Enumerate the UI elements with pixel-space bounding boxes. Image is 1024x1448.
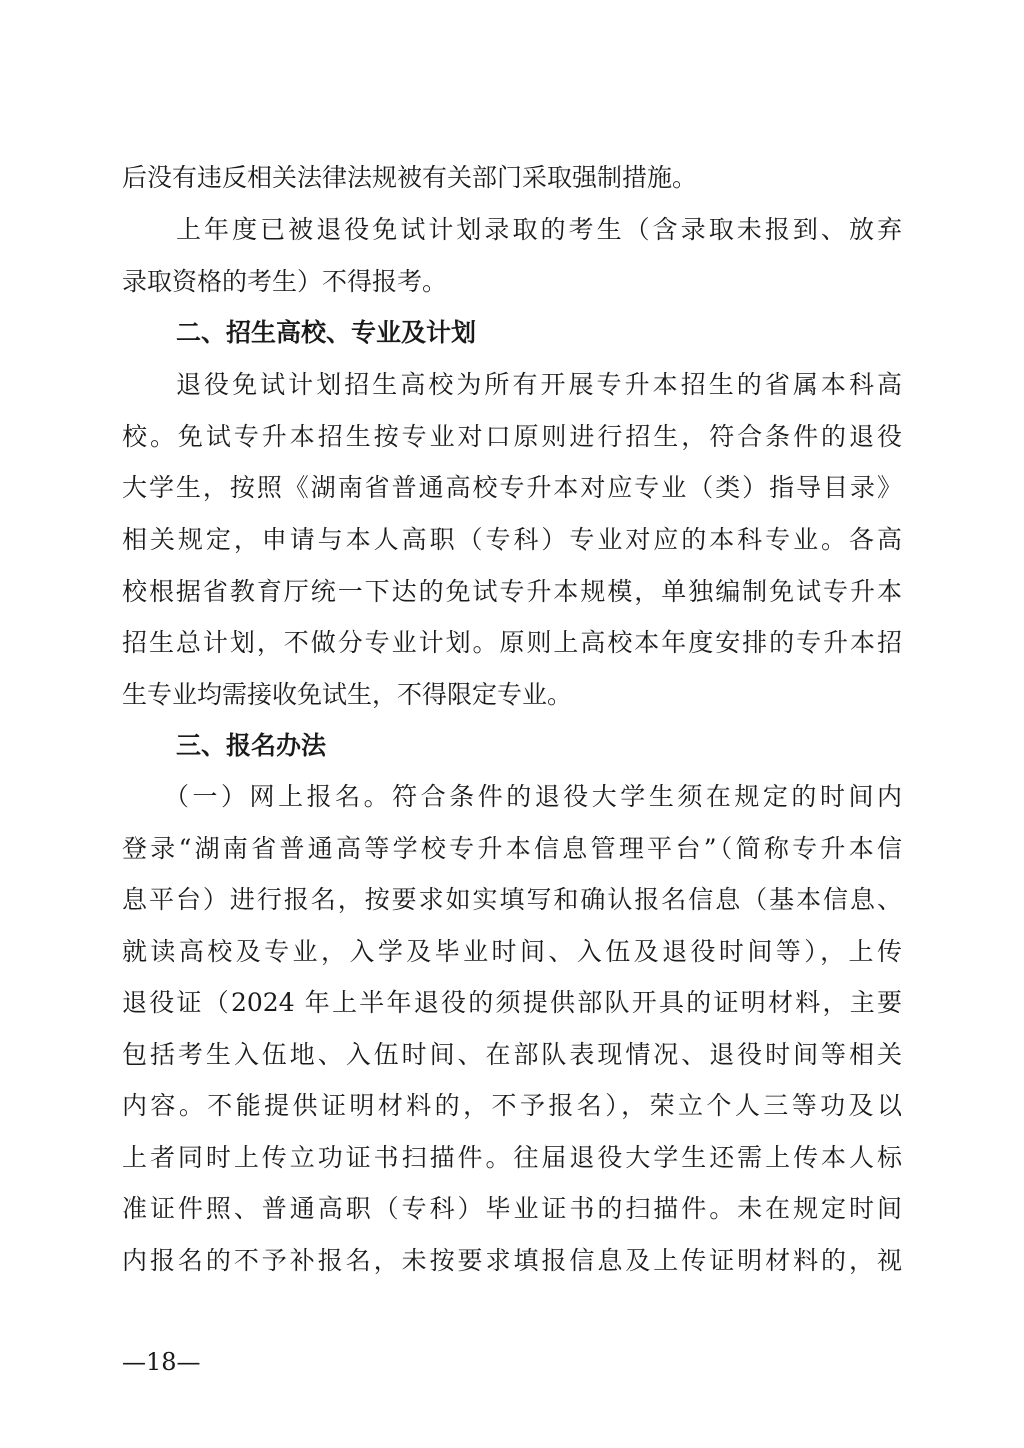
text-line: 后没有违反相关法律法规被有关部门采取强制措施。 (122, 163, 698, 192)
text-line: 就读高校及专业，入学及毕业时间、入伍及退役时间等），上传 (122, 937, 902, 966)
text-line: 生专业均需接收免试生，不得限定专业。 (122, 680, 573, 709)
text-line: （一）网上报名。符合条件的退役大学生须在规定的时间内 (164, 782, 902, 811)
text-line: 校。免试专升本招生按专业对口原则进行招生，符合条件的退役 (122, 422, 902, 451)
section-heading: 三、报名办法 (176, 731, 327, 760)
text-line: 相关规定，申请与本人高职（专科）专业对应的本科专业。各高 (122, 525, 902, 554)
text-line: 校根据省教育厅统一下达的免试专升本规模，单独编制免试专升本 (122, 577, 902, 606)
text-line: 退役证（2024 年上半年退役的须提供部队开具的证明材料，主要 (122, 988, 902, 1017)
text-line: 上年度已被退役免试计划录取的考生（含录取未报到、放弃 (176, 215, 902, 244)
text-line: 退役免试计划招生高校为所有开展专升本招生的省属本科高 (176, 370, 902, 399)
text-line: 上者同时上传立功证书扫描件。往届退役大学生还需上传本人标 (122, 1143, 902, 1172)
text-line: 招生总计划，不做分专业计划。原则上高校本年度安排的专升本招 (122, 628, 902, 657)
text-line: 登录“湖南省普通高等学校专升本信息管理平台”（简称专升本信 (122, 834, 902, 863)
text-line: 包括考生入伍地、入伍时间、在部队表现情况、退役时间等相关 (122, 1040, 902, 1069)
text-line: 大学生，按照《湖南省普通高校专升本对应专业（类）指导目录》 (122, 473, 902, 502)
section-heading: 二、招生高校、专业及计划 (176, 318, 477, 347)
text-line: 息平台）进行报名，按要求如实填写和确认报名信息（基本信息、 (122, 885, 902, 914)
text-line: 内报名的不予补报名，未按要求填报信息及上传证明材料的，视 (122, 1246, 902, 1275)
text-line: 录取资格的考生）不得报考。 (122, 267, 448, 296)
text-line: 准证件照、普通高职（专科）毕业证书的扫描件。未在规定时间 (122, 1194, 902, 1223)
page-number: —18— (122, 1348, 201, 1376)
text-line: 内容。不能提供证明材料的，不予报名），荣立个人三等功及以 (122, 1091, 902, 1120)
